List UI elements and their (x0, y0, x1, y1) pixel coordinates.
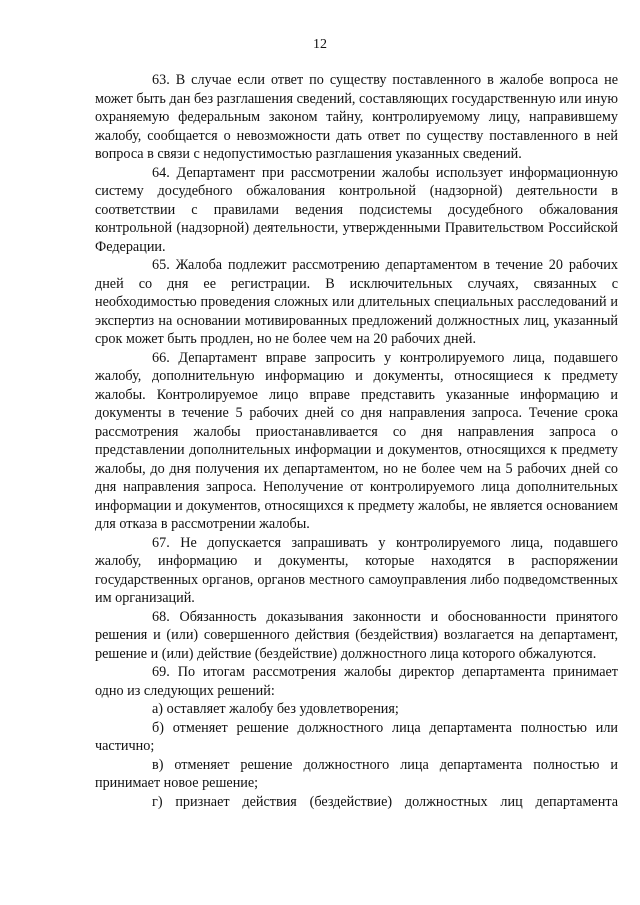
paragraph-69: 69. По итогам рассмотрения жалобы директор департамента принимает одно из следующих решений: (95, 664, 618, 699)
paragraph-63: 63. В случае если ответ по существу поставленного в жалобе вопроса не может быть дан без разглашения сведений, составляющих государственную или иную охраняемую федеральным законом тайну, контролируемому лицу, направившему жалобу, сообщается о невозможности дать ответ по существу поставленного в ней вопроса в связи с недопустимостью разглашения указанных сведений. (95, 72, 618, 162)
list-item-v: в) отменяет решение должностного лица департамента полностью и принимает новое решение; (95, 756, 618, 791)
document-body (95, 71, 618, 811)
paragraph-64: 64. Департамент при рассмотрении жалобы использует информационную систему досудебного обжалования контрольной (надзорной) деятельности в соответствии с правилами ведения подсистемы досудебного обжалования контрольной (надзорной) деятельности, утвержденными Правительством Российской Федерации. (95, 164, 618, 255)
list-item-a: а) оставляет жалобу без удовлетворения; (152, 701, 399, 717)
list-item-g: г) признает действия (бездействие) должностных лиц департамента (152, 793, 618, 810)
page-number: 12 (313, 37, 327, 52)
paragraph-67: 67. Не допускается запрашивать у контролируемого лица, подавшего жалобу, информацию и документы, которые находятся в распоряжении государственных органов, органов местного самоуправления либо подведомственных им организаций. (95, 534, 618, 606)
paragraph-68: 68. Обязанность доказывания законности и обоснованности принятого решения и (или) совершенного действия (бездействия) возлагается на департамент, решение и (или) действие (бездействие) должностного лица которого обжалуются. (95, 608, 618, 662)
paragraph-66: 66. Департамент вправе запросить у контролируемого лица, подавшего жалобу, дополнительную информацию и документы, относящиеся к предмету жалобы. Контролируемое лицо вправе представить указанные информацию и документы в течение 5 рабочих дней со дня направления запроса. Течение срока рассмотрения жалобы приостанавливается со дня направления запроса о представлении дополнительных информации и документов, относящихся к предмету жалобы, до дня получения их департаментом, но не более чем на 5 рабочих дней со дня направления запроса. Неполучение от контролируемого лица дополнительных информации и документов, относящихся к предмету жалобы, не является основанием для отказа в рассмотрении жалобы. (95, 349, 618, 532)
paragraph-65: 65. Жалоба подлежит рассмотрению департаментом в течение 20 рабочих дней со дня ее регистрации. В исключительных случаях, связанных с необходимостью проведения сложных или длительных специальных расследований и экспертиз на основании мотивированных предложений должностных лиц, указанный срок может быть продлен, но не более чем на 20 рабочих дней. (95, 257, 618, 347)
list-item-b: б) отменяет решение должностного лица департамента полностью или частично; (95, 719, 618, 754)
